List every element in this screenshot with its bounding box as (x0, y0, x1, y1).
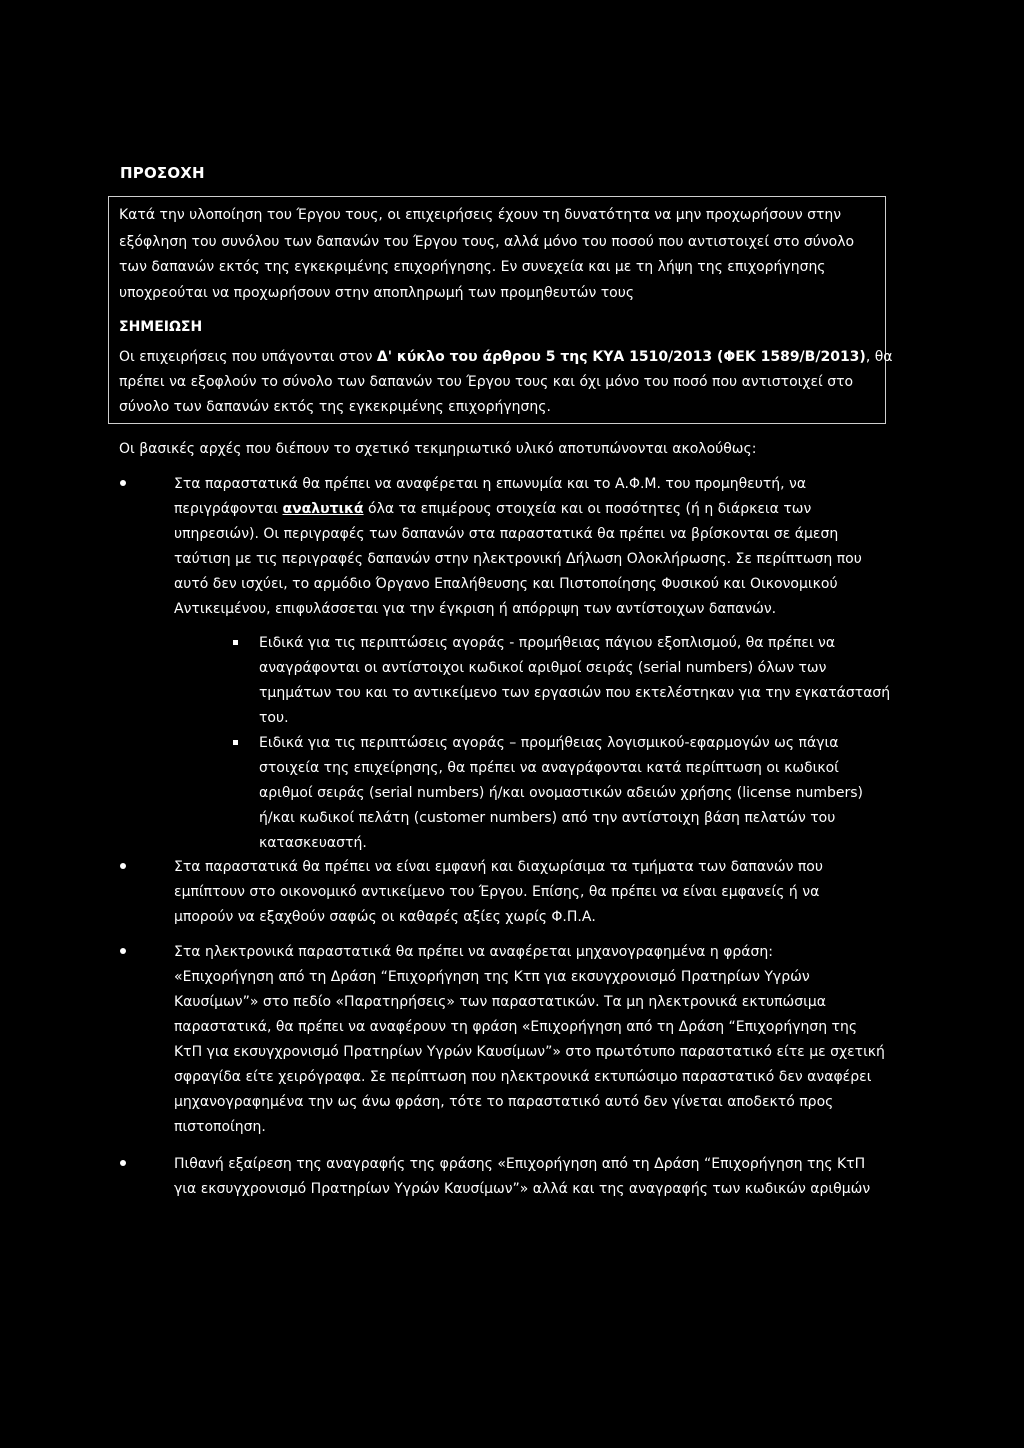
list-item-text: όλα τα επιμέρους στοιχεία και οι ποσότητες (ή η διάρκεια των (363, 501, 812, 517)
bullet-dot (120, 480, 126, 486)
list-item-line: μηχανογραφημένα την ως άνω φράση, τότε το παραστατικό αυτό δεν γίνεται αποδεκτό προς (174, 1094, 834, 1110)
list-item-line: Αντικειμένου, επιφυλάσσεται για την έγκριση ή απόρριψη των αντίστοιχων δαπανών. (174, 601, 777, 617)
note-text: , θα (865, 349, 893, 365)
list-item-line: πιστοποίηση. (174, 1119, 266, 1135)
emphasis-text: αναλυτικά (282, 501, 364, 517)
list-item-line: σφραγίδα είτε χειρόγραφα. Σε περίπτωση που ηλεκτρονικά εκτυπώσιμο παραστατικό δεν αναφέρει (174, 1069, 872, 1085)
list-item-line: «Επιχορήγηση από τη Δράση “Επιχορήγηση της Κτπ για εκσυγχρονισμό Πρατηρίων Υγρών (174, 969, 810, 985)
note-emphasis: Δ' κύκλο του άρθρου 5 της ΚΥΑ 1510/2013 (ΦΕΚ 1589/Β/2013) (376, 349, 866, 365)
notice-line: Κατά την υλοποίηση του Έργου τους, οι επιχειρήσεις έχουν τη δυνατότητα να μην προχωρήσουν στην (119, 207, 842, 223)
sub-item-line: ή/και κωδικοί πελάτη (customer numbers) από την αντίστοιχη βάση πελατών του (259, 810, 836, 826)
sub-item-line: τμημάτων του και το αντικείμενο των εργασιών που εκτελέστηκαν για την εγκατάστασή (259, 685, 891, 701)
bullet-dot (120, 863, 126, 869)
notice-line: των δαπανών εκτός της εγκεκριμένης επιχορήγησης. Εν συνεχεία και με τη λήψη της επιχορήγησης (119, 259, 826, 275)
sub-item-line: στοιχεία της επιχείρησης, θα πρέπει να αναγράφονται κατά περίπτωση οι κωδικοί (259, 760, 839, 776)
list-item-line: Πιθανή εξαίρεση της αναγραφής της φράσης «Επιχορήγηση από τη Δράση “Επιχορήγηση της ΚτΠ (174, 1156, 866, 1172)
list-item-line: υπηρεσιών). Οι περιγραφές των δαπανών στα παραστατικά θα πρέπει να βρίσκονται σε άμεση (174, 526, 839, 542)
sub-item-line: Ειδικά για τις περιπτώσεις αγοράς – προμήθειας λογισμικού-εφαρμογών ως πάγια (259, 735, 839, 751)
square-bullet (233, 740, 238, 745)
list-item-line: Καυσίμων”» στο πεδίο «Παρατηρήσεις» των παραστατικών. Τα μη ηλεκτρονικά εκτυπώσιμα (174, 994, 827, 1010)
list-item-line: ταύτιση με τις περιγραφές δαπανών στην ηλεκτρονική Δήλωση Ολοκλήρωσης. Σε περίπτωση που (174, 551, 862, 567)
note-line: σύνολο των δαπανών εκτός της εγκεκριμένης επιχορήγησης. (119, 399, 551, 415)
list-item-line: αυτό δεν ισχύει, το αρμόδιο Όργανο Επαλήθευσης και Πιστοποίησης Φυσικού και Οικονομικού (174, 576, 838, 592)
notice-line: υποχρεούται να προχωρήσουν στην αποπληρωμή των προμηθευτών τους (119, 285, 635, 301)
list-item-line: εμπίπτουν στο οικονομικό αντικείμενο του Έργου. Επίσης, θα πρέπει να είναι εμφανείς ή να (174, 884, 820, 900)
list-item-line: παραστατικά, θα πρέπει να αναφέρουν τη φράση «Επιχορήγηση από τη Δράση “Επιχορήγηση της (174, 1019, 858, 1035)
sub-item-line: κατασκευαστή. (259, 835, 367, 851)
list-item-text: περιγράφονται (174, 501, 283, 517)
notice-line: εξόφληση του συνόλου των δαπανών του Έργου τους, αλλά μόνο του ποσού που αντιστοιχεί στο σύνολο (119, 234, 855, 250)
note-line (119, 349, 893, 365)
sub-item-line: αναγράφονται οι αντίστοιχοι κωδικοί αριθμοί σειράς (serial numbers) όλων των (259, 660, 827, 676)
bullet-dot (120, 948, 126, 954)
intro-text: Οι βασικές αρχές που διέπουν το σχετικό τεκμηριωτικό υλικό αποτυπώνονται ακολούθως: (119, 441, 757, 457)
list-item-line: Στα ηλεκτρονικά παραστατικά θα πρέπει να αναφέρεται μηχανογραφημένα η φράση: (174, 944, 773, 960)
sub-item-line: του. (259, 710, 289, 726)
list-item-line (174, 501, 811, 517)
list-item-line: Στα παραστατικά θα πρέπει να αναφέρεται η επωνυμία και το Α.Φ.Μ. του προμηθευτή, να (174, 476, 807, 492)
note-heading: ΣΗΜΕΙΩΣΗ (119, 319, 203, 335)
note-line: πρέπει να εξοφλούν το σύνολο των δαπανών του Έργου τους και όχι μόνο του ποσό που αντιστοιχεί στο (119, 374, 854, 390)
sub-item-line: Ειδικά για τις περιπτώσεις αγοράς - προμήθειας πάγιου εξοπλισμού, θα πρέπει να (259, 635, 836, 651)
square-bullet (233, 640, 238, 645)
note-text: Οι επιχειρήσεις που υπάγονται στον (119, 349, 377, 365)
page-heading: ΠΡΟΣΟΧΗ (120, 164, 205, 182)
list-item-line: μπορούν να εξαχθούν σαφώς οι καθαρές αξίες χωρίς Φ.Π.Α. (174, 909, 596, 925)
list-item-line: για εκσυγχρονισμό Πρατηρίων Υγρών Καυσίμων”» αλλά και της αναγραφής των κωδικών αριθμών (174, 1181, 871, 1197)
list-item-line: Στα παραστατικά θα πρέπει να είναι εμφανή και διαχωρίσιμα τα τμήματα των δαπανών που (174, 859, 823, 875)
sub-item-line: αριθμοί σειράς (serial numbers) ή/και ονομαστικών αδειών χρήσης (license numbers) (259, 785, 863, 801)
bullet-dot (120, 1160, 126, 1166)
list-item-line: ΚτΠ για εκσυγχρονισμό Πρατηρίων Υγρών Καυσίμων”» στο πρωτότυπο παραστατικό είτε με σχετική (174, 1044, 885, 1060)
